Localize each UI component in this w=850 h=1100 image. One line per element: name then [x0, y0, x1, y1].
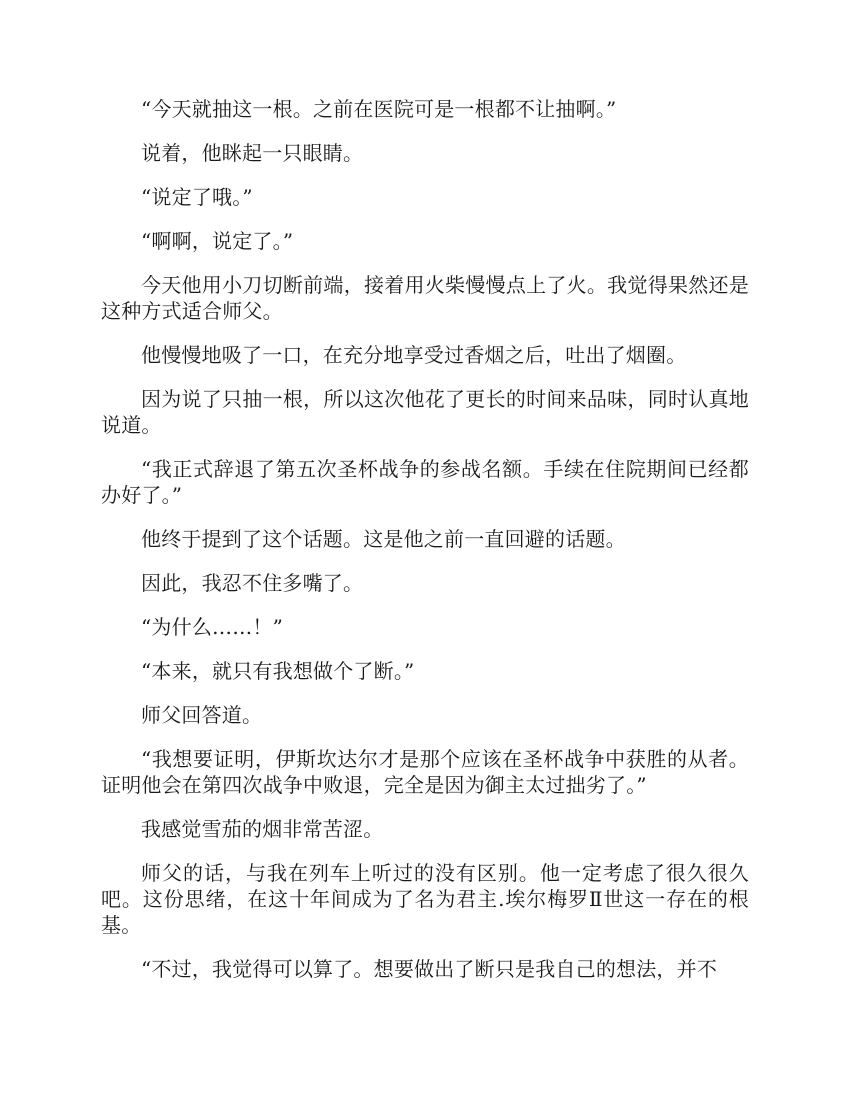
paragraph: “为什么……！” — [141, 615, 284, 639]
paragraph: 今天他用小刀切断前端，接着用火柴慢慢点上了火。我觉得果然还是这种方式适合师父。 — [101, 273, 749, 323]
paragraph: “我想要证明，伊斯坎达尔才是那个应该在圣杯战争中获胜的从者。证明他会在第四次战争中败退，完全是因为御主太过拙劣了。” — [101, 747, 749, 797]
paragraph: 我感觉雪茄的烟非常苦涩。 — [141, 817, 384, 841]
paragraph: “啊啊，说定了。” — [141, 229, 294, 253]
paragraph: 师父的话，与我在列车上听过的没有区别。他一定考虑了很久很久吧。这份思绪，在这十年间成为了名为君主.埃尔梅罗Ⅱ世这一存在的根基。 — [101, 861, 749, 937]
paragraph: 师父回答道。 — [141, 703, 263, 727]
paragraph: 说着，他眯起一只眼睛。 — [141, 141, 364, 165]
paragraph: 他终于提到了这个话题。这是他之前一直回避的话题。 — [141, 527, 626, 551]
paragraph: 因为说了只抽一根，所以这次他花了更长的时间来品味，同时认真地说道。 — [101, 387, 749, 437]
paragraph: 因此，我忍不住多嘴了。 — [141, 571, 364, 595]
paragraph: “我正式辞退了第五次圣杯战争的参战名额。手续在住院期间已经都办好了。” — [101, 457, 749, 507]
paragraph: “今天就抽这一根。之前在医院可是一根都不让抽啊。” — [141, 97, 617, 121]
paragraph: “本来，就只有我想做个了断。” — [141, 659, 415, 683]
paragraph: “不过，我觉得可以算了。想要做出了断只是我自己的想法，并不 — [141, 957, 718, 981]
paragraph: “说定了哦。” — [141, 185, 253, 209]
text-body — [101, 96, 749, 1000]
paragraph: 他慢慢地吸了一口，在充分地享受过香烟之后，吐出了烟圈。 — [141, 343, 687, 367]
